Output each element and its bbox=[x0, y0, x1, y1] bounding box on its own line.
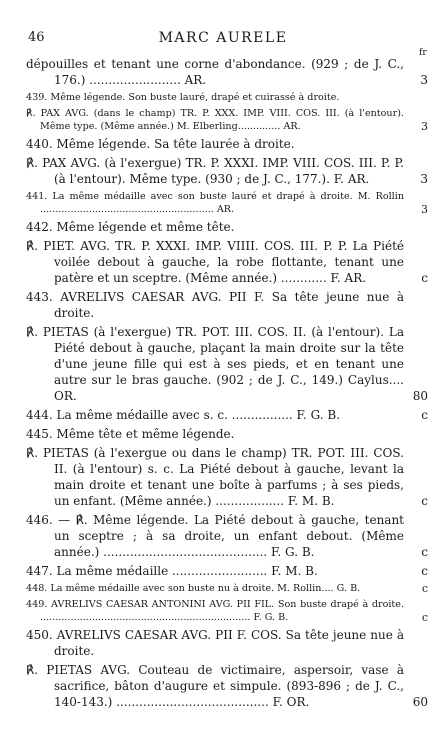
entry-text: 447. La même médaille ......................... F. M. B. bbox=[26, 564, 318, 578]
entry-text: 450. AVRELIVS CAESAR AVG. PII F. COS. Sa tête jeune nue à droite. bbox=[26, 628, 404, 658]
catalogue-entry bbox=[26, 324, 426, 404]
entry-text: ℟. PIETAS (à l'exergue) TR. POT. III. COS. II. (à l'entour). La Piété debout à gauche, plaçant la main droite sur la tête d'une jeune fille qui est à ses pieds, et en tenant une autre sur le bras gauche. (902 ; de J. C., 149.) Caylus.... OR. bbox=[26, 325, 404, 403]
entry-price: c bbox=[421, 564, 428, 578]
entry-text: ℟. PAX AVG. (dans le champ) TR. P. XXX. IMP. VIII. COS. III. (à l'entour). Même type. (Même année.) M. Elberling.............. AR. bbox=[26, 108, 404, 132]
catalogue-entry bbox=[26, 598, 426, 624]
entry-text: 445. Même tête et même légende. bbox=[26, 427, 235, 441]
catalogue-entry bbox=[26, 289, 426, 321]
entry-text: ℟. PAX AVG. (à l'exergue) TR. P. XXXI. IMP. VIII. COS. III. P. P. (à l'entour). Même type. (930 ; de J. C., 177.). F. AR. bbox=[26, 156, 404, 186]
entry-text: 442. Même légende et même tête. bbox=[26, 220, 235, 234]
entry-price: 3 bbox=[421, 203, 428, 216]
entry-price: c bbox=[421, 408, 428, 422]
entry-price: 80 bbox=[412, 389, 428, 403]
catalogue-entry bbox=[26, 627, 426, 659]
entry-price: c bbox=[421, 271, 428, 285]
entry-text: 446. — ℟. Même légende. La Piété debout à gauche, tenant un sceptre ; à sa droite, un enfant debout. (Même année.) ........................................... F. G. B. bbox=[26, 513, 404, 559]
catalogue-entry bbox=[26, 91, 426, 104]
catalogue-entries bbox=[26, 56, 426, 710]
catalogue-entry bbox=[26, 56, 426, 88]
entry-text: 439. Même légende. Son buste lauré, drapé et cuirassé à droite. bbox=[26, 92, 340, 103]
entry-text: 448. La même médaille avec son buste nu à droite. M. Rollin.... G. B. bbox=[26, 583, 361, 594]
catalogue-entry bbox=[26, 219, 426, 235]
entry-price: 60 bbox=[412, 695, 428, 709]
entry-price: 3 bbox=[420, 73, 428, 87]
price-column-label: fr bbox=[419, 48, 427, 58]
running-title: MARC AURELE bbox=[158, 30, 288, 46]
catalogue-entry bbox=[26, 563, 426, 579]
catalogue-entry bbox=[26, 136, 426, 152]
entry-text: dépouilles et tenant une corne d'abondance. (929 ; de J. C., 176.) ........................ AR. bbox=[26, 57, 404, 87]
catalogue-entry bbox=[26, 582, 426, 595]
entry-price: 3 bbox=[420, 172, 428, 186]
entry-text: 440. Même légende. Sa tête laurée à droite. bbox=[26, 137, 295, 151]
entry-text: ℟. PIETAS (à l'exergue ou dans le champ) TR. POT. III. COS. II. (à l'entour) s. c. La Piété debout à gauche, levant la main droite et tenant une boîte à parfums ; à ses pieds, un enfant. (Même année.) .................. F. M. B. bbox=[26, 446, 404, 508]
entry-text: 444. La même médaille avec s. c. ................ F. G. B. bbox=[26, 408, 341, 422]
entry-text: 443. AVRELIVS CAESAR AVG. PII F. Sa tête jeune nue à droite. bbox=[26, 290, 404, 320]
entry-price: c bbox=[421, 494, 428, 508]
catalogue-entry bbox=[26, 445, 426, 509]
page-number: 46 bbox=[28, 30, 45, 45]
catalogue-entry bbox=[26, 407, 426, 423]
catalogue-entry bbox=[26, 662, 426, 710]
catalogue-entry bbox=[26, 426, 426, 442]
entry-text: ℟. PIETAS AVG. Couteau de victimaire, aspersoir, vase à sacrifice, bâton d'augure et simpule. (893-896 ; de J. C., 140-143.) ........................................ F. OR. bbox=[26, 663, 404, 709]
catalogue-entry bbox=[26, 512, 426, 560]
entry-text: ℟. PIET. AVG. TR. P. XXXI. IMP. VIIII. COS. III. P. P. La Piété voilée debout à gauche, la robe flottante, tenant une patère et un sceptre. (Même année.) ............ F. AR. bbox=[26, 239, 404, 285]
catalogue-entry bbox=[26, 107, 426, 133]
entry-price: c bbox=[421, 582, 428, 595]
entry-text: 441. La même médaille avec son buste lauré et drapé à droite. M. Rollin ......................................................... AR. bbox=[26, 191, 404, 215]
catalogue-entry bbox=[26, 155, 426, 187]
entry-price: c bbox=[421, 545, 428, 559]
entry-price: 3 bbox=[421, 120, 428, 133]
catalogue-entry bbox=[26, 190, 426, 216]
entry-price: c bbox=[421, 611, 428, 624]
catalogue-entry bbox=[26, 238, 426, 286]
entry-text: 449. AVRELIVS CAESAR ANTONINI AVG. PII FIL. Son buste drapé à droite. ..................................................................... F. G. B. bbox=[26, 599, 404, 623]
